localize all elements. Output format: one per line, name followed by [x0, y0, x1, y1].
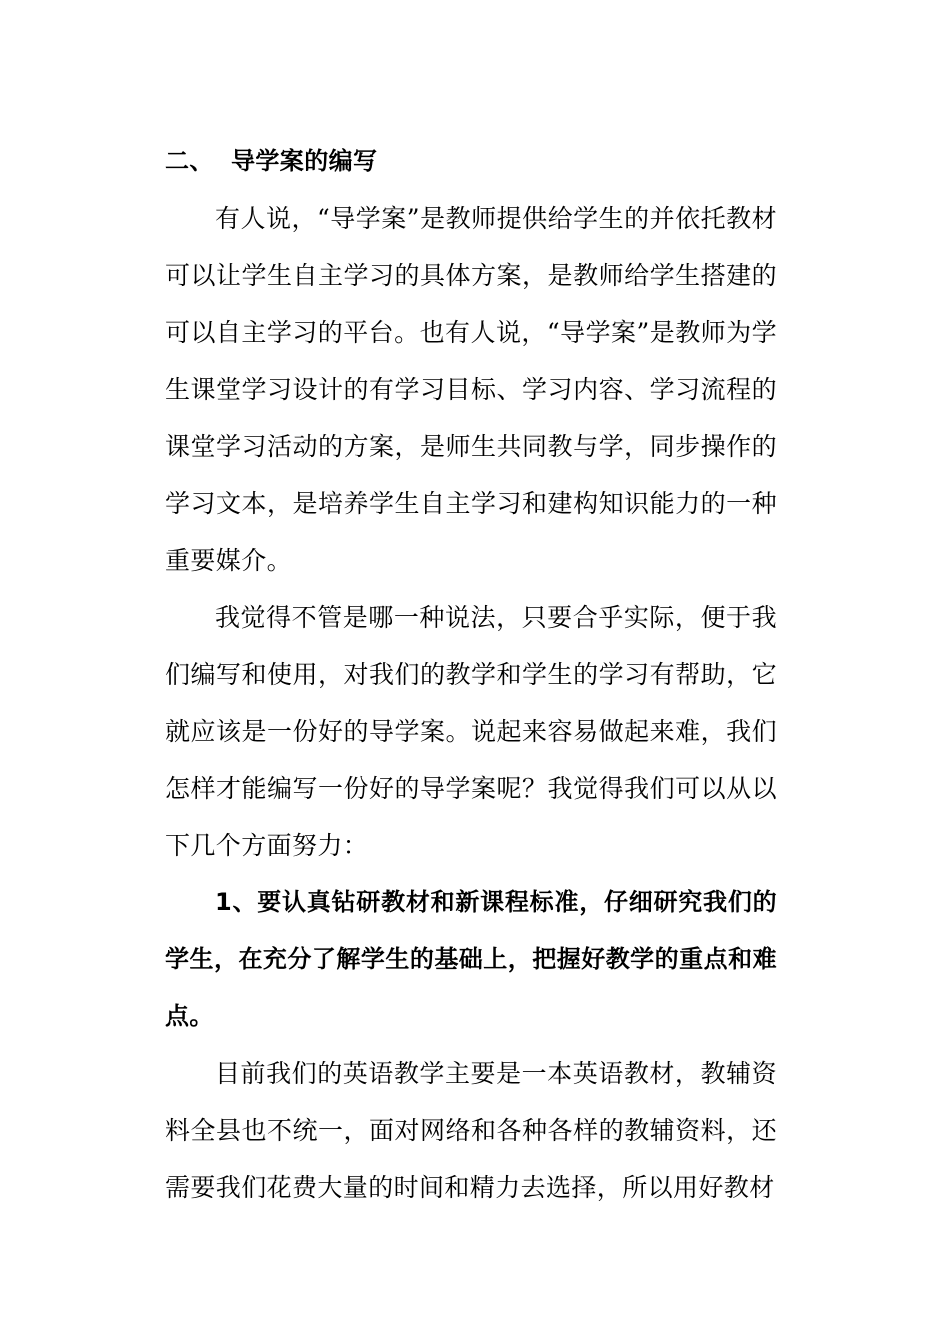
paragraph-definition: 有人说，“导学案”是教师提供给学生的并依托教材可以让学生自主学习的具体方案，是教师给学生搭建的可以自主学习的平台。也有人说，“导学案”是教师为学生课堂学习设计的有学习目标、学习内容、学习流程的课堂学习活动的方案，是师生共同教与学，同步操作的学习文本，是培养学生自主学习和建构知识能力的一种重要媒介。: [165, 204, 777, 575]
paragraph-opinion: 我觉得不管是哪一种说法，只要合乎实际，便于我们编写和使用，对我们的教学和学生的学习有帮助，它就应该是一份好的导学案。说起来容易做起来难，我们怎样才能编写一份好的导学案呢？我觉得我们可以从以下几个方面努力：: [165, 603, 777, 860]
section-number: 二、: [165, 147, 214, 175]
document-body: [165, 133, 777, 1216]
section-heading: [165, 133, 777, 190]
paragraph-textbook: 目前我们的英语教学主要是一本英语教材，教辅资料全县也不统一，面对网络和各种各样的教辅资料，还需要我们花费大量的时间和精力去选择，所以用好教材: [165, 1059, 777, 1202]
section-title: 导学案的编写: [231, 147, 378, 175]
point-1-heading: 1、要认真钻研教材和新课程标准，仔细研究我们的学生，在充分了解学生的基础上，把握好教学的重点和难点。: [165, 888, 777, 1030]
